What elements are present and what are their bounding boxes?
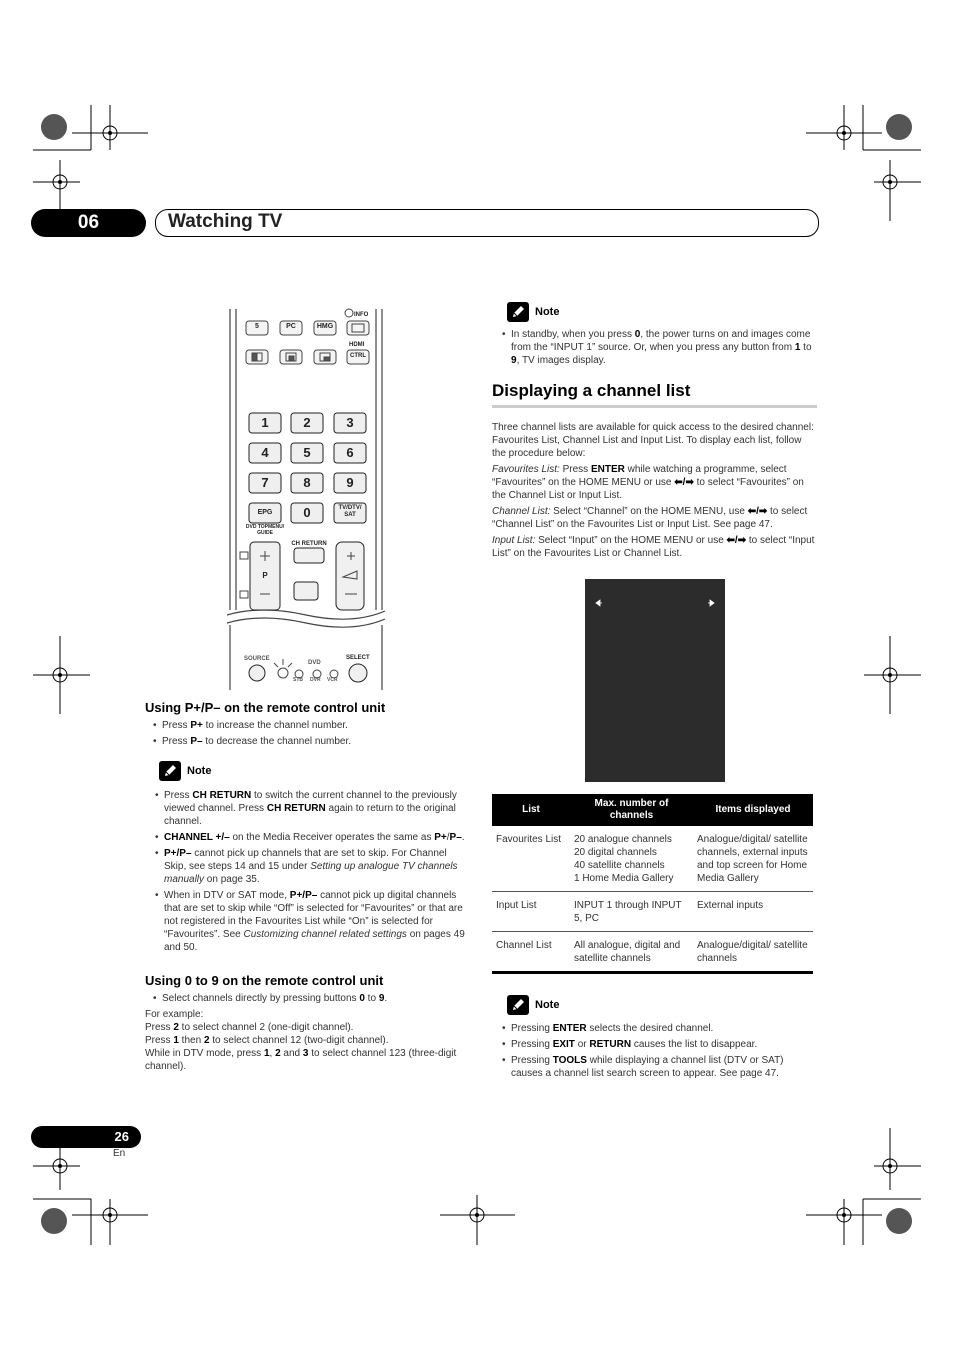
section-pp [145, 700, 470, 751]
remote-digit-3: 3 [346, 415, 354, 430]
favourites-list-para: Favourites List: Press ENTER while watching a programme, select “Favourites” on the HOME MENU or use ⬅/➡ to select “Favourites” on the Channel List or Input List. [492, 464, 804, 501]
table-cell: Analogue/digital/ satellite channels [693, 932, 813, 973]
table-cell: All analogue, digital and satellite channels [570, 932, 693, 973]
remote-epg-label: EPG [257, 509, 273, 516]
remote-digit-1: 1 [261, 415, 269, 430]
section-list-heading: Displaying a channel list [492, 381, 817, 408]
remote-digit-8: 8 [303, 475, 311, 490]
note-box-3 [507, 995, 817, 1083]
table-cell: Favourites List [492, 826, 570, 892]
pencil-icon [159, 761, 181, 781]
remote-digit-4: 4 [261, 445, 269, 460]
list-item: • In standby, when you press 0, the power turns on and images come from the “INPUT 1” source. Or, when you press any button from 1 to 9, TV images display. [501, 328, 817, 367]
pencil-icon [507, 302, 529, 322]
remote-dvd-label: DVD [308, 660, 321, 666]
table-cell: Channel List [492, 932, 570, 973]
remote-dvr-label: DVR [310, 677, 321, 683]
remote-hdmi-label: HDMI [349, 342, 365, 348]
channel-list-screen-image [585, 579, 725, 782]
remote-digit-7: 7 [261, 475, 269, 490]
list-item: • Press CH RETURN to switch the current channel to the previously viewed channel. Press CH RETURN again to return to the original channel. [154, 789, 471, 828]
section-09-bullet [152, 992, 470, 1005]
section-list [492, 381, 817, 560]
channel-list-para: Channel List: Select “Channel” on the HOME MENU, use ⬅/➡ to select “Channel List” on the Favourites List or Input List. See page 47. [492, 506, 808, 530]
remote-vcr-label: VCR [327, 677, 338, 683]
section-09 [145, 973, 470, 1073]
section-pp-bullets [152, 719, 470, 748]
remote-key-pc: PC [286, 323, 296, 330]
list-item: • Pressing EXIT or RETURN causes the list to disappear. [501, 1038, 817, 1051]
remote-select-label: SELECT [346, 655, 370, 661]
section-pp-heading: Using P+/P– on the remote control unit [145, 700, 386, 715]
section-09-examples: For example: Press 2 to select channel 2 (one-digit channel). Press 1 then 2 to select channel 12 (two-digit channel). While in DTV mode, press 1, 2 and 3 to select channel 123 (three-digit channel). [145, 1009, 457, 1072]
page-number: 26 [31, 1126, 141, 1148]
table-cell: INPUT 1 through INPUT 5, PC [570, 892, 693, 932]
remote-illustration [222, 305, 390, 690]
note-2-items [501, 328, 817, 367]
list-item: • P+/P– cannot pick up channels that are set to skip. For Channel Skip, see steps 14 and 15 under Setting up analogue TV channels manually on page 35. [154, 847, 471, 886]
remote-digit-9: 9 [346, 475, 354, 490]
pencil-icon [507, 995, 529, 1015]
section-09-heading: Using 0 to 9 on the remote control unit [145, 973, 384, 988]
remote-tvdtvsat-label: TV/DTV/ SAT [338, 505, 362, 518]
table-row [492, 932, 813, 973]
remote-info-label: INFO [354, 312, 369, 318]
table-cell: Input List [492, 892, 570, 932]
table-header: List [492, 794, 570, 826]
section-list-intro: Three channel lists are available for quick access to the desired channel: Favourites List, Channel List and Input List. To display each list, follow the procedure below: [492, 422, 814, 459]
list-item: • Press P– to decrease the channel number. [152, 735, 470, 748]
remote-ch-return-label: CH RETURN [291, 541, 327, 547]
note-1-items [154, 789, 471, 954]
channel-list-table [492, 794, 813, 974]
input-list-para: Input List: Select “Input” on the HOME MENU or use ⬅/➡ to select “Input List” on the Favourites List or Channel List. [492, 535, 815, 559]
remote-dvd-topmenu-label: DVD TOPMENU/ GUIDE [245, 524, 285, 536]
remote-source-label: SOURCE [244, 656, 270, 662]
chapter-number: 06 [31, 209, 146, 237]
note-3-items [501, 1022, 817, 1080]
note-label: Note [535, 306, 560, 318]
chapter-title: Watching TV [168, 211, 283, 232]
page-language: En [113, 1148, 126, 1159]
note-label: Note [535, 999, 560, 1011]
remote-ctrl-label: CTRL [350, 353, 366, 359]
table-cell: External inputs [693, 892, 813, 932]
table-header: Items displayed [693, 794, 813, 826]
list-item: • When in DTV or SAT mode, P+/P– cannot pick up digital channels that are set to skip while “Off” is selected for “Favourites” or that are not registered in the Favourites List while “On” is selected for “Favourites”. See Customizing channel related settings on pages 49 and 50. [154, 889, 471, 954]
list-item: • Press P+ to increase the channel number. [152, 719, 470, 732]
remote-digit-0: 0 [303, 505, 311, 520]
table-cell: 20 analogue channels 20 digital channels 40 satellite channels 1 Home Media Gallery [570, 826, 693, 892]
list-item: • CHANNEL +/– on the Media Receiver operates the same as P+/P–. [154, 831, 471, 844]
remote-stb-label: STB [293, 677, 303, 683]
table-cell: Analogue/digital/ satellite channels, external inputs and top screen for Home Media Gallery [693, 826, 813, 892]
note-box-2 [507, 302, 817, 370]
remote-p-label: P [262, 571, 268, 580]
note-box-1 [159, 761, 471, 957]
table-row [492, 826, 813, 892]
table-header-row [492, 794, 813, 826]
list-item: • Select channels directly by pressing buttons 0 to 9. [152, 992, 470, 1005]
table-row [492, 892, 813, 932]
remote-key-5: 5 [255, 323, 259, 330]
note-label: Note [187, 765, 212, 777]
remote-key-hmg: HMG [316, 323, 334, 330]
list-item: • Pressing TOOLS while displaying a channel list (DTV or SAT) causes a channel list search screen to appear. See page 47. [501, 1054, 817, 1080]
remote-digit-5: 5 [303, 445, 311, 460]
list-item: • Pressing ENTER selects the desired channel. [501, 1022, 817, 1035]
table-header: Max. number of channels [570, 794, 693, 826]
remote-digit-2: 2 [303, 415, 311, 430]
remote-digit-6: 6 [346, 445, 354, 460]
